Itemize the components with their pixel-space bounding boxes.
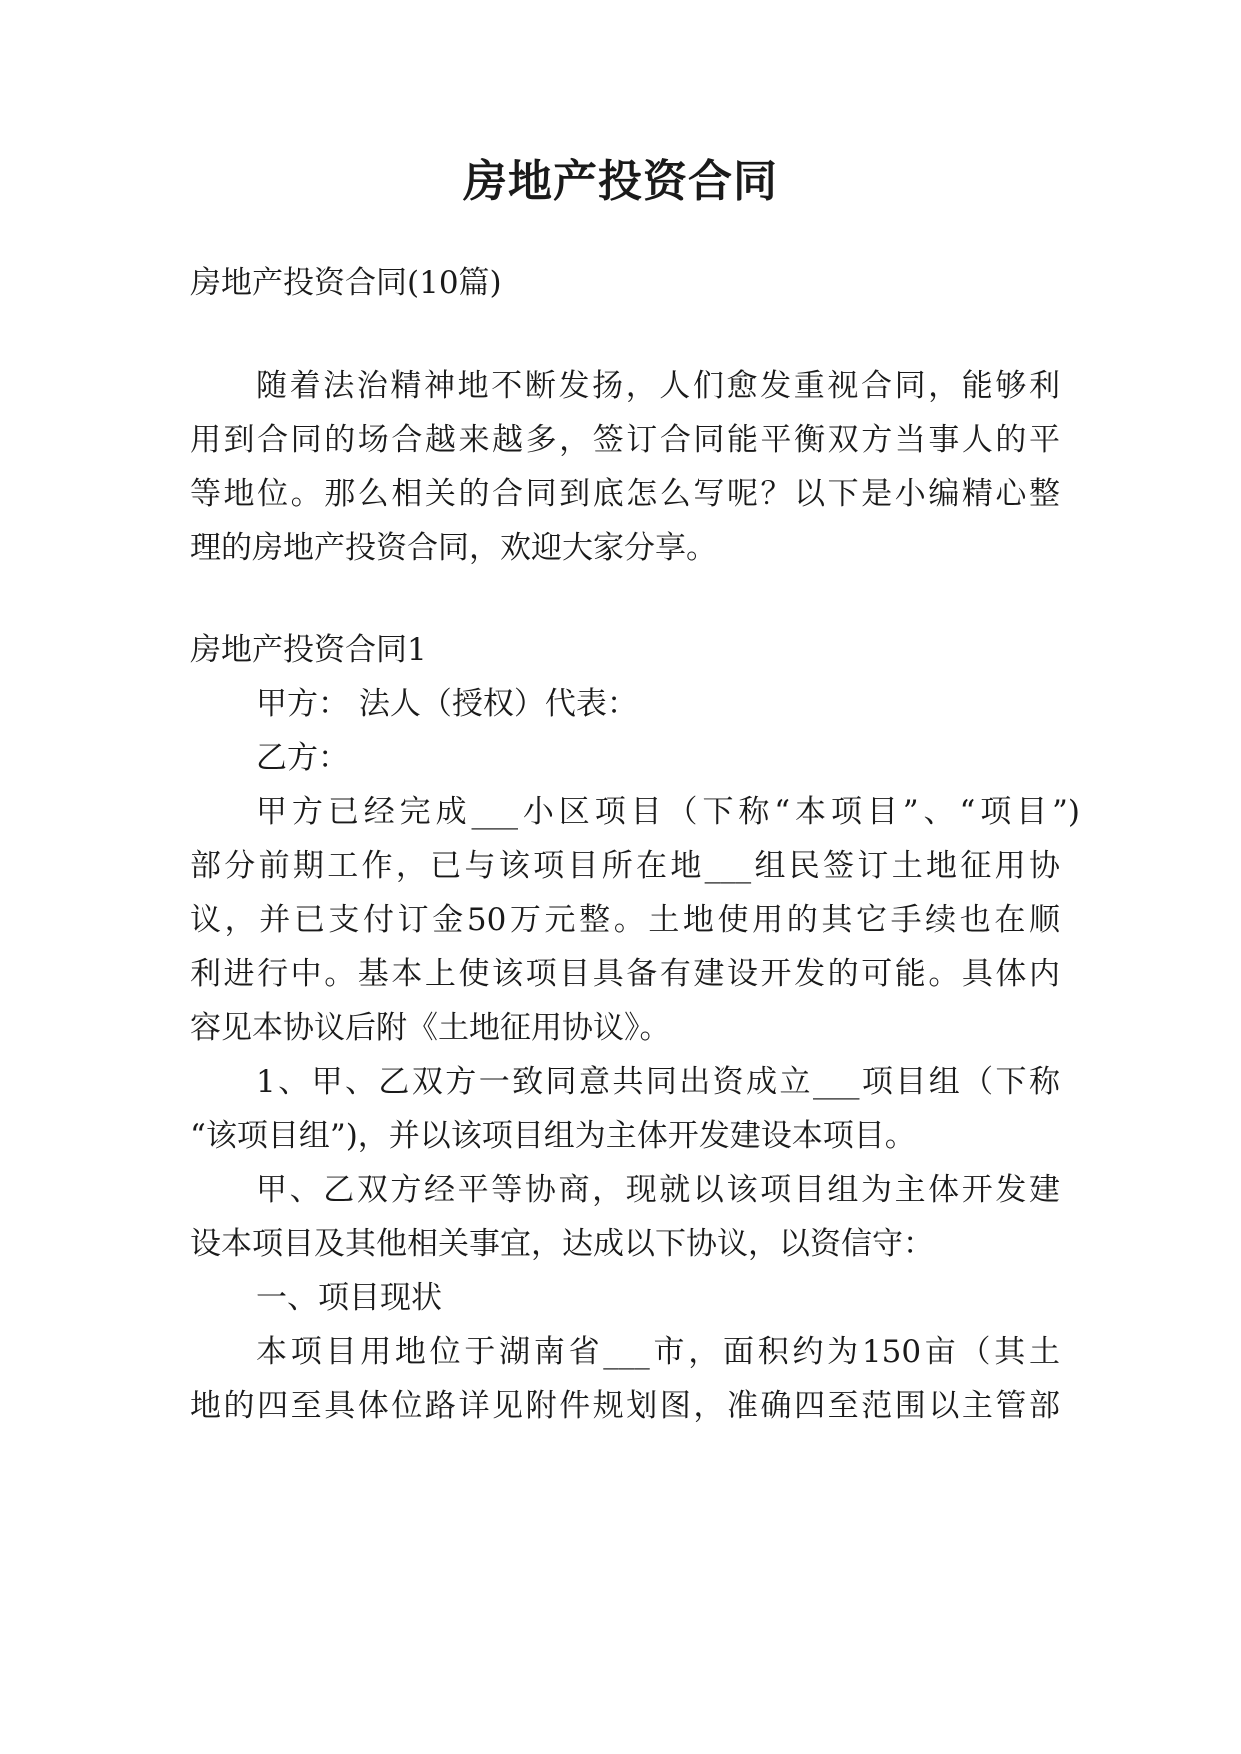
para2-line-2: “该项目组”)，并以该项目组为主体开发建设本项目。 (190, 1118, 916, 1154)
intro-line-2: 用到合同的场合越来越多，签订合同能平衡双方当事人的平 (190, 422, 1060, 458)
para1-line-1: 甲方已经完成___小区项目（下称“本项目”、“项目”) (256, 794, 1080, 830)
intro-line-1: 随着法治精神地不断发扬，人们愈发重视合同，能够利 (256, 368, 1060, 404)
para4-line-1: 本项目用地位于湖南省___市，面积约为150亩（其土 (256, 1334, 1060, 1370)
document-subtitle: 房地产投资合同(10篇) (190, 265, 502, 301)
para3-line-1: 甲、乙双方经平等协商，现就以该项目组为主体开发建 (256, 1172, 1060, 1208)
party-a-line: 甲方： 法人（授权）代表： (256, 686, 638, 722)
para1-line-2: 部分前期工作，已与该项目所在地___组民签订土地征用协 (190, 848, 1060, 884)
para1-line-4: 利进行中。基本上使该项目具备有建设开发的可能。具体内 (190, 956, 1060, 992)
para1-line-3: 议，并已支付订金50万元整。土地使用的其它手续也在顺 (190, 902, 1060, 938)
para2-line-1: 1、甲、乙双方一致同意共同出资成立___项目组（下称 (256, 1064, 1060, 1100)
document-title: 房地产投资合同 (463, 156, 778, 207)
party-b-line: 乙方： (256, 740, 349, 776)
para4-line-2: 地的四至具体位路详见附件规划图，准确四至范围以主管部 (190, 1388, 1060, 1424)
intro-line-4: 理的房地产投资合同，欢迎大家分享。 (190, 530, 717, 566)
intro-line-3: 等地位。那么相关的合同到底怎么写呢？以下是小编精心整 (190, 476, 1060, 512)
clause1-heading: 一、项目现状 (256, 1280, 442, 1316)
section-heading: 房地产投资合同1 (190, 632, 427, 668)
para1-line-5: 容见本协议后附《土地征用协议》。 (190, 1010, 671, 1046)
para3-line-2: 设本项目及其他相关事宜，达成以下协议，以资信守： (190, 1226, 934, 1262)
